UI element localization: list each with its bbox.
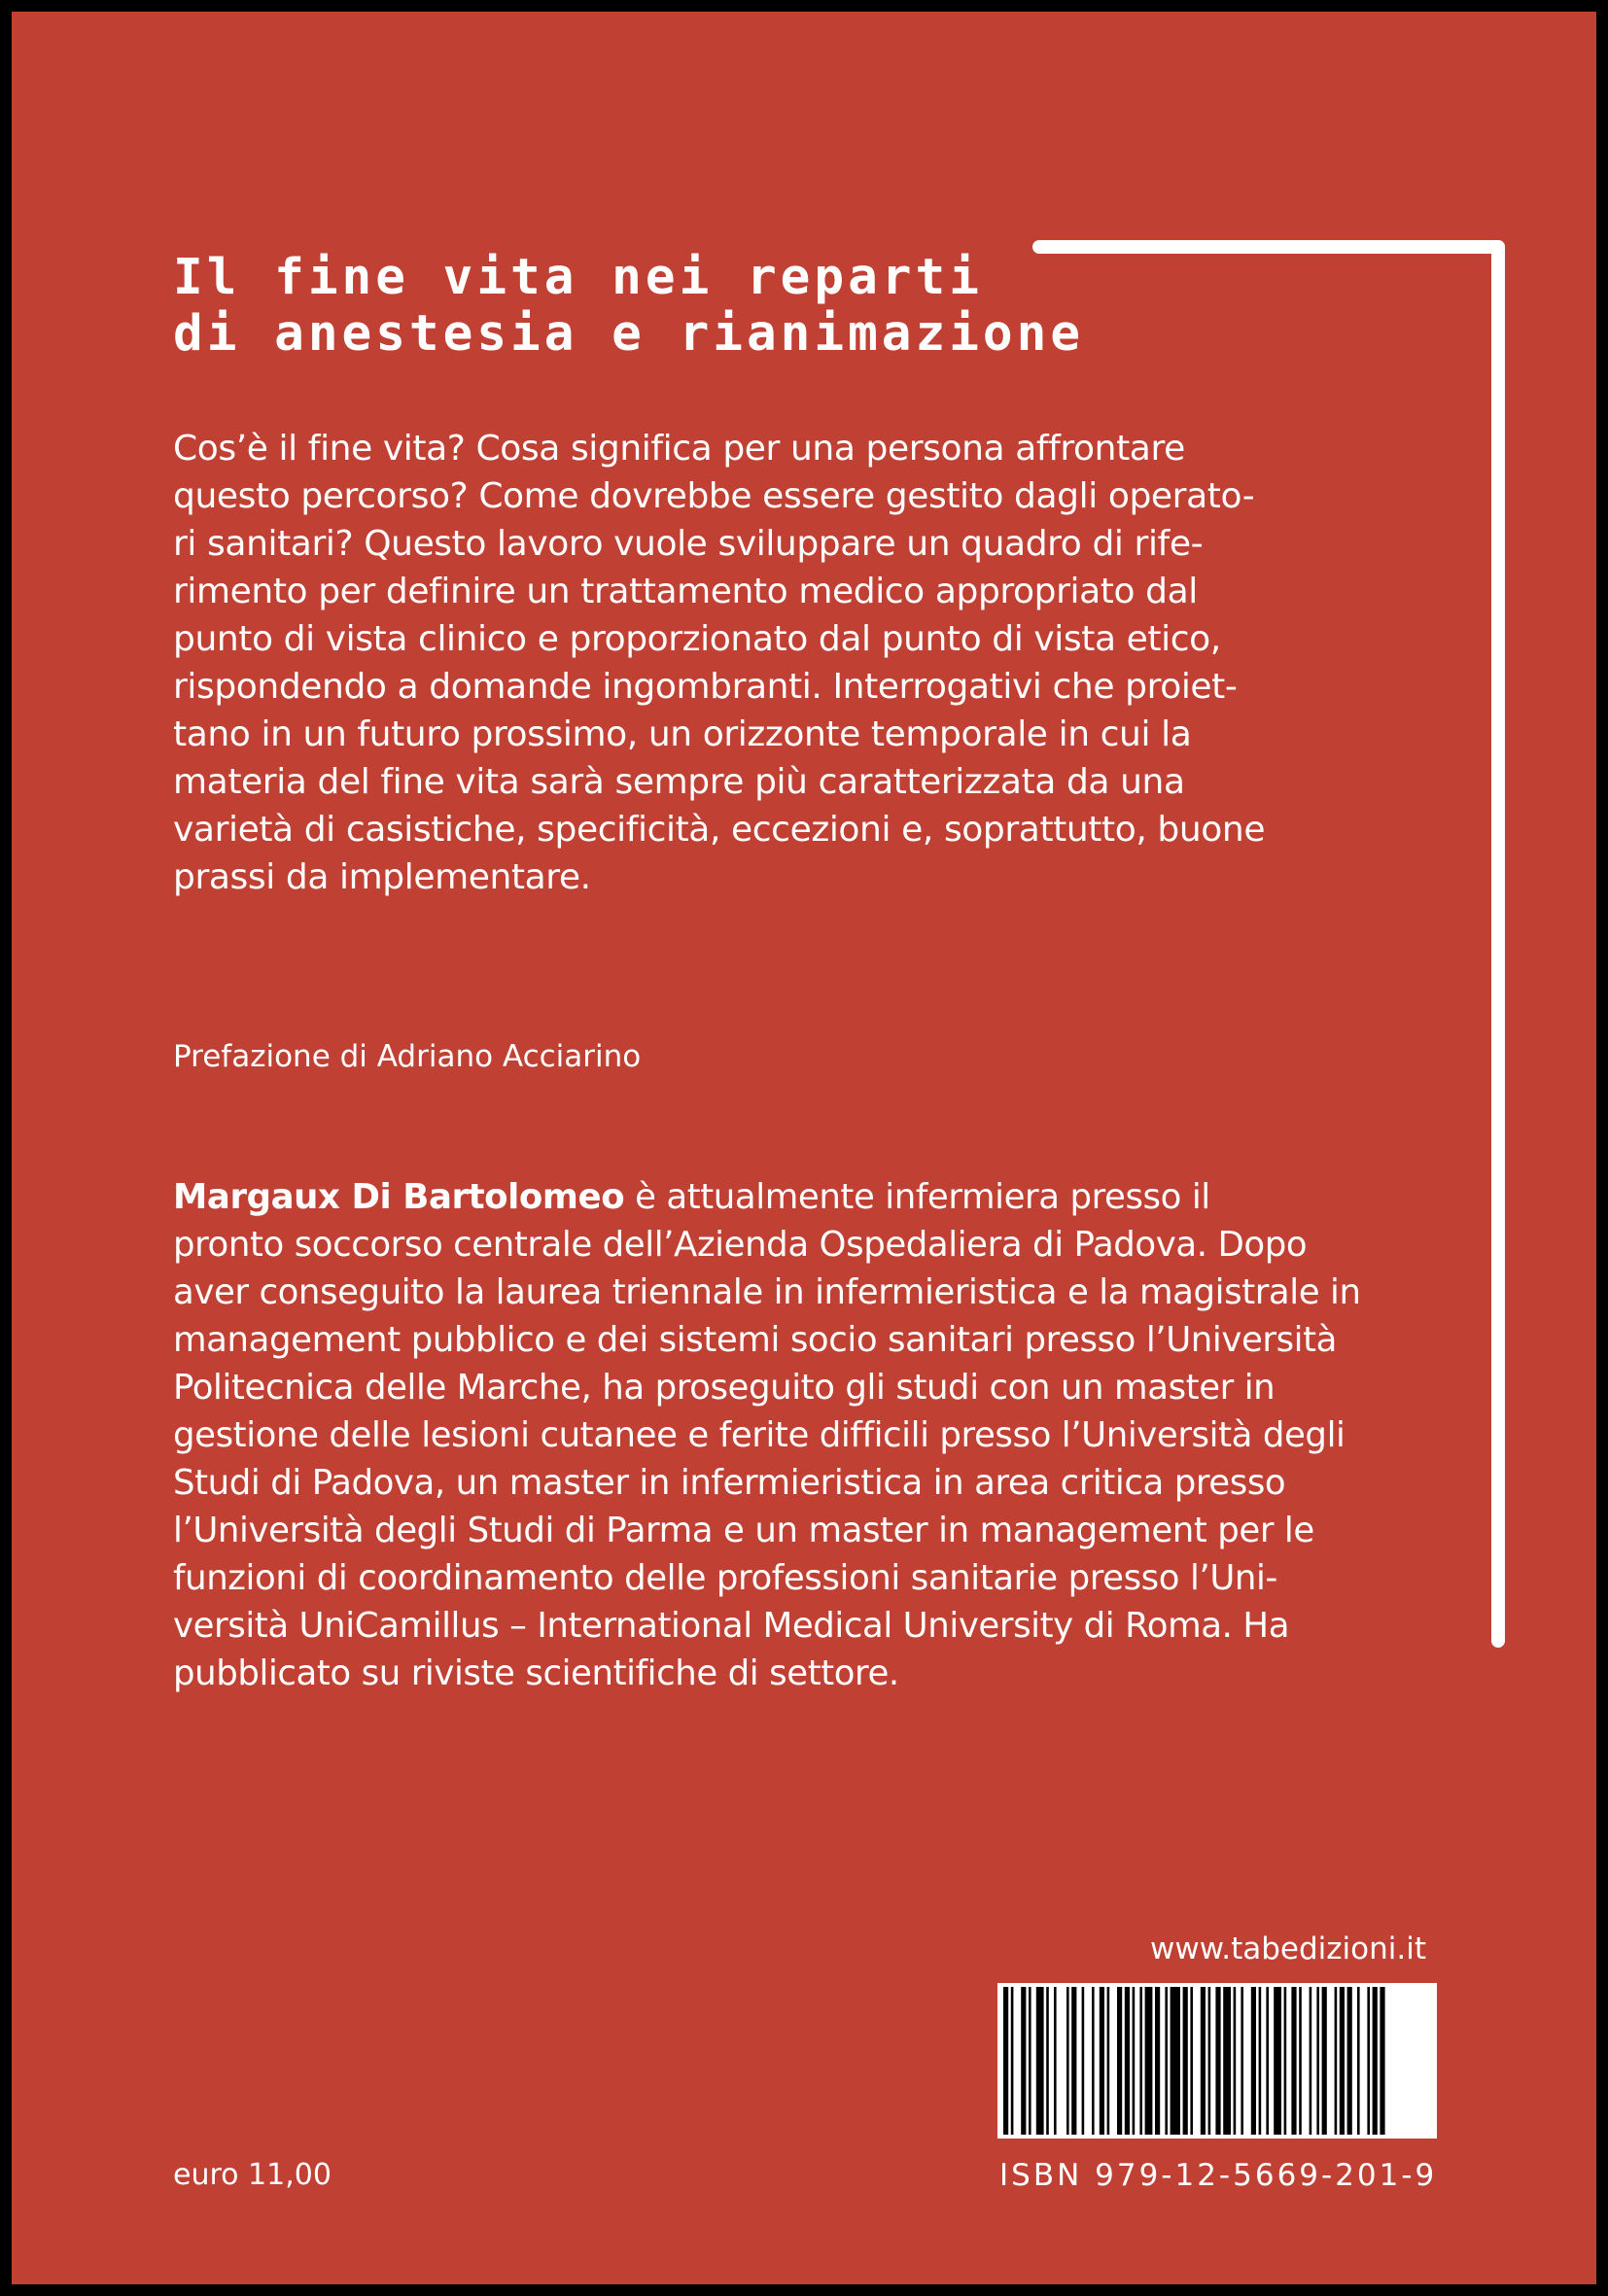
barcode-bar <box>1171 1987 1180 2135</box>
barcode-bar <box>1335 1987 1338 2135</box>
isbn-number: ISBN 979-12-5669-201-9 <box>999 2158 1438 2193</box>
barcode-bar <box>1139 1987 1142 2135</box>
book-title-line-1: Il fine vita nei reparti <box>173 249 983 306</box>
barcode-bar <box>1284 1987 1287 2135</box>
barcode-bar <box>1021 1987 1026 2135</box>
book-title <box>173 250 1437 363</box>
barcode-bar <box>1291 1987 1296 2135</box>
barcode-bar <box>1340 1987 1345 2135</box>
publisher-url[interactable]: www.tabedizioni.it <box>1150 1931 1426 1966</box>
barcode-bar <box>1373 1987 1378 2135</box>
barcode-bar <box>1215 1987 1220 2135</box>
barcode-bar <box>1029 1987 1031 2135</box>
bio-line: management pubblico e dei sistemi socio sanitari presso l’Università <box>173 1320 1338 1360</box>
barcode-bar <box>1347 1987 1352 2135</box>
bio-line: pronto soccorso centrale dell’Azienda Ospedaliera di Padova. Dopo <box>173 1225 1308 1265</box>
barcode-bar <box>1036 1987 1044 2135</box>
barcode-bar <box>1299 1987 1302 2135</box>
barcode-bar <box>1367 1987 1370 2135</box>
description-line: materia del fine vita sarà sempre più caratterizzata da una <box>173 762 1185 802</box>
author-name: Margaux Di Bartolomeo <box>173 1177 625 1217</box>
barcode-bar <box>1066 1987 1069 2135</box>
bio-line: pubblicato su riviste scientifiche di settore. <box>173 1653 899 1693</box>
barcode-bar <box>1046 1987 1049 2135</box>
description-line: questo percorso? Come dovrebbe essere gestito dagli operato- <box>173 476 1255 516</box>
barcode-bar <box>1380 1987 1384 2135</box>
description-line: Cos’è il fine vita? Cosa significa per una persona affrontare <box>173 429 1185 469</box>
barcode-bar <box>1165 1987 1168 2135</box>
book-description <box>173 425 1265 901</box>
barcode-bar <box>1092 1987 1095 2135</box>
barcode-icon <box>997 1983 1437 2139</box>
price: euro 11,00 <box>173 2158 332 2192</box>
barcode-bar <box>1054 1987 1057 2135</box>
barcode-bar <box>1251 1987 1256 2135</box>
barcode-bar <box>1241 1987 1243 2135</box>
barcode-bar <box>1234 1987 1237 2135</box>
barcode-bar <box>1322 1987 1327 2135</box>
description-line: prassi da implementare. <box>173 857 591 897</box>
description-line: ri sanitari? Questo lavoro vuole sviluppare un quadro di rife- <box>173 524 1204 564</box>
preface-credit: Prefazione di Adriano Acciarino <box>173 1039 642 1074</box>
description-line: varietà di casistiche, specificità, eccezioni e, soprattutto, buone <box>173 810 1266 850</box>
barcode-bar <box>1082 1987 1085 2135</box>
description-line: rimento per definire un trattamento medico appropriato dal <box>173 572 1198 611</box>
decorative-frame-right <box>1491 240 1505 1648</box>
barcode-bar <box>1190 1987 1193 2135</box>
barcode-bar <box>1274 1987 1281 2135</box>
bio-line: l’Università degli Studi di Parma e un master in management per le <box>173 1511 1314 1550</box>
barcode-bar <box>1117 1987 1122 2135</box>
barcode-bar <box>1003 1987 1008 2135</box>
book-title-line-2: di anestesia e rianimazione <box>173 305 1085 363</box>
description-line: tano in un futuro prossimo, un orizzonte temporale in cui la <box>173 714 1192 754</box>
bio-line: gestione delle lesioni cutanee e ferite difficili presso l’Università degli <box>173 1415 1346 1455</box>
barcode-bar <box>1071 1987 1076 2135</box>
barcode-bar <box>1208 1987 1211 2135</box>
bio-line: Studi di Padova, un master in infermieristica in area critica presso <box>173 1463 1286 1503</box>
barcode-bar <box>1155 1987 1160 2135</box>
description-line: rispondendo a domande ingombranti. Interrogativi che proiet- <box>173 667 1238 707</box>
book-back-cover <box>12 12 1596 2284</box>
barcode-bar <box>1125 1987 1130 2135</box>
bio-line: versità UniCamillus – International Medical University di Roma. Ha <box>173 1606 1290 1646</box>
bio-first-line <box>173 1173 1361 1221</box>
barcode-bar <box>1310 1987 1312 2135</box>
barcode-bar <box>1201 1987 1206 2135</box>
barcode-bar <box>1011 1987 1014 2135</box>
bio-line: aver conseguito la laurea triennale in infermieristica e la magistrale in <box>173 1272 1361 1312</box>
barcode-bar <box>1107 1987 1110 2135</box>
barcode-graphic <box>997 1983 1437 2139</box>
barcode-bar <box>1357 1987 1360 2135</box>
barcode-bar <box>1259 1987 1262 2135</box>
bio-line: Politecnica delle Marche, ha proseguito gli studi con un master in <box>173 1368 1276 1408</box>
barcode-bar <box>1145 1987 1153 2135</box>
barcode-bar <box>1183 1987 1188 2135</box>
barcode-bar <box>1100 1987 1104 2135</box>
barcode-bar <box>1133 1987 1136 2135</box>
description-line: punto di vista clinico e proporzionato dal punto di vista etico, <box>173 619 1221 659</box>
bio-line: funzioni di coordinamento delle professioni sanitarie presso l’Uni- <box>173 1558 1277 1598</box>
bio-first-line-rest: è attualmente infermiera presso il <box>624 1177 1210 1217</box>
author-bio <box>173 1173 1361 1697</box>
barcode-bar <box>1316 1987 1319 2135</box>
barcode-bar <box>1223 1987 1231 2135</box>
barcode-bar <box>1266 1987 1269 2135</box>
